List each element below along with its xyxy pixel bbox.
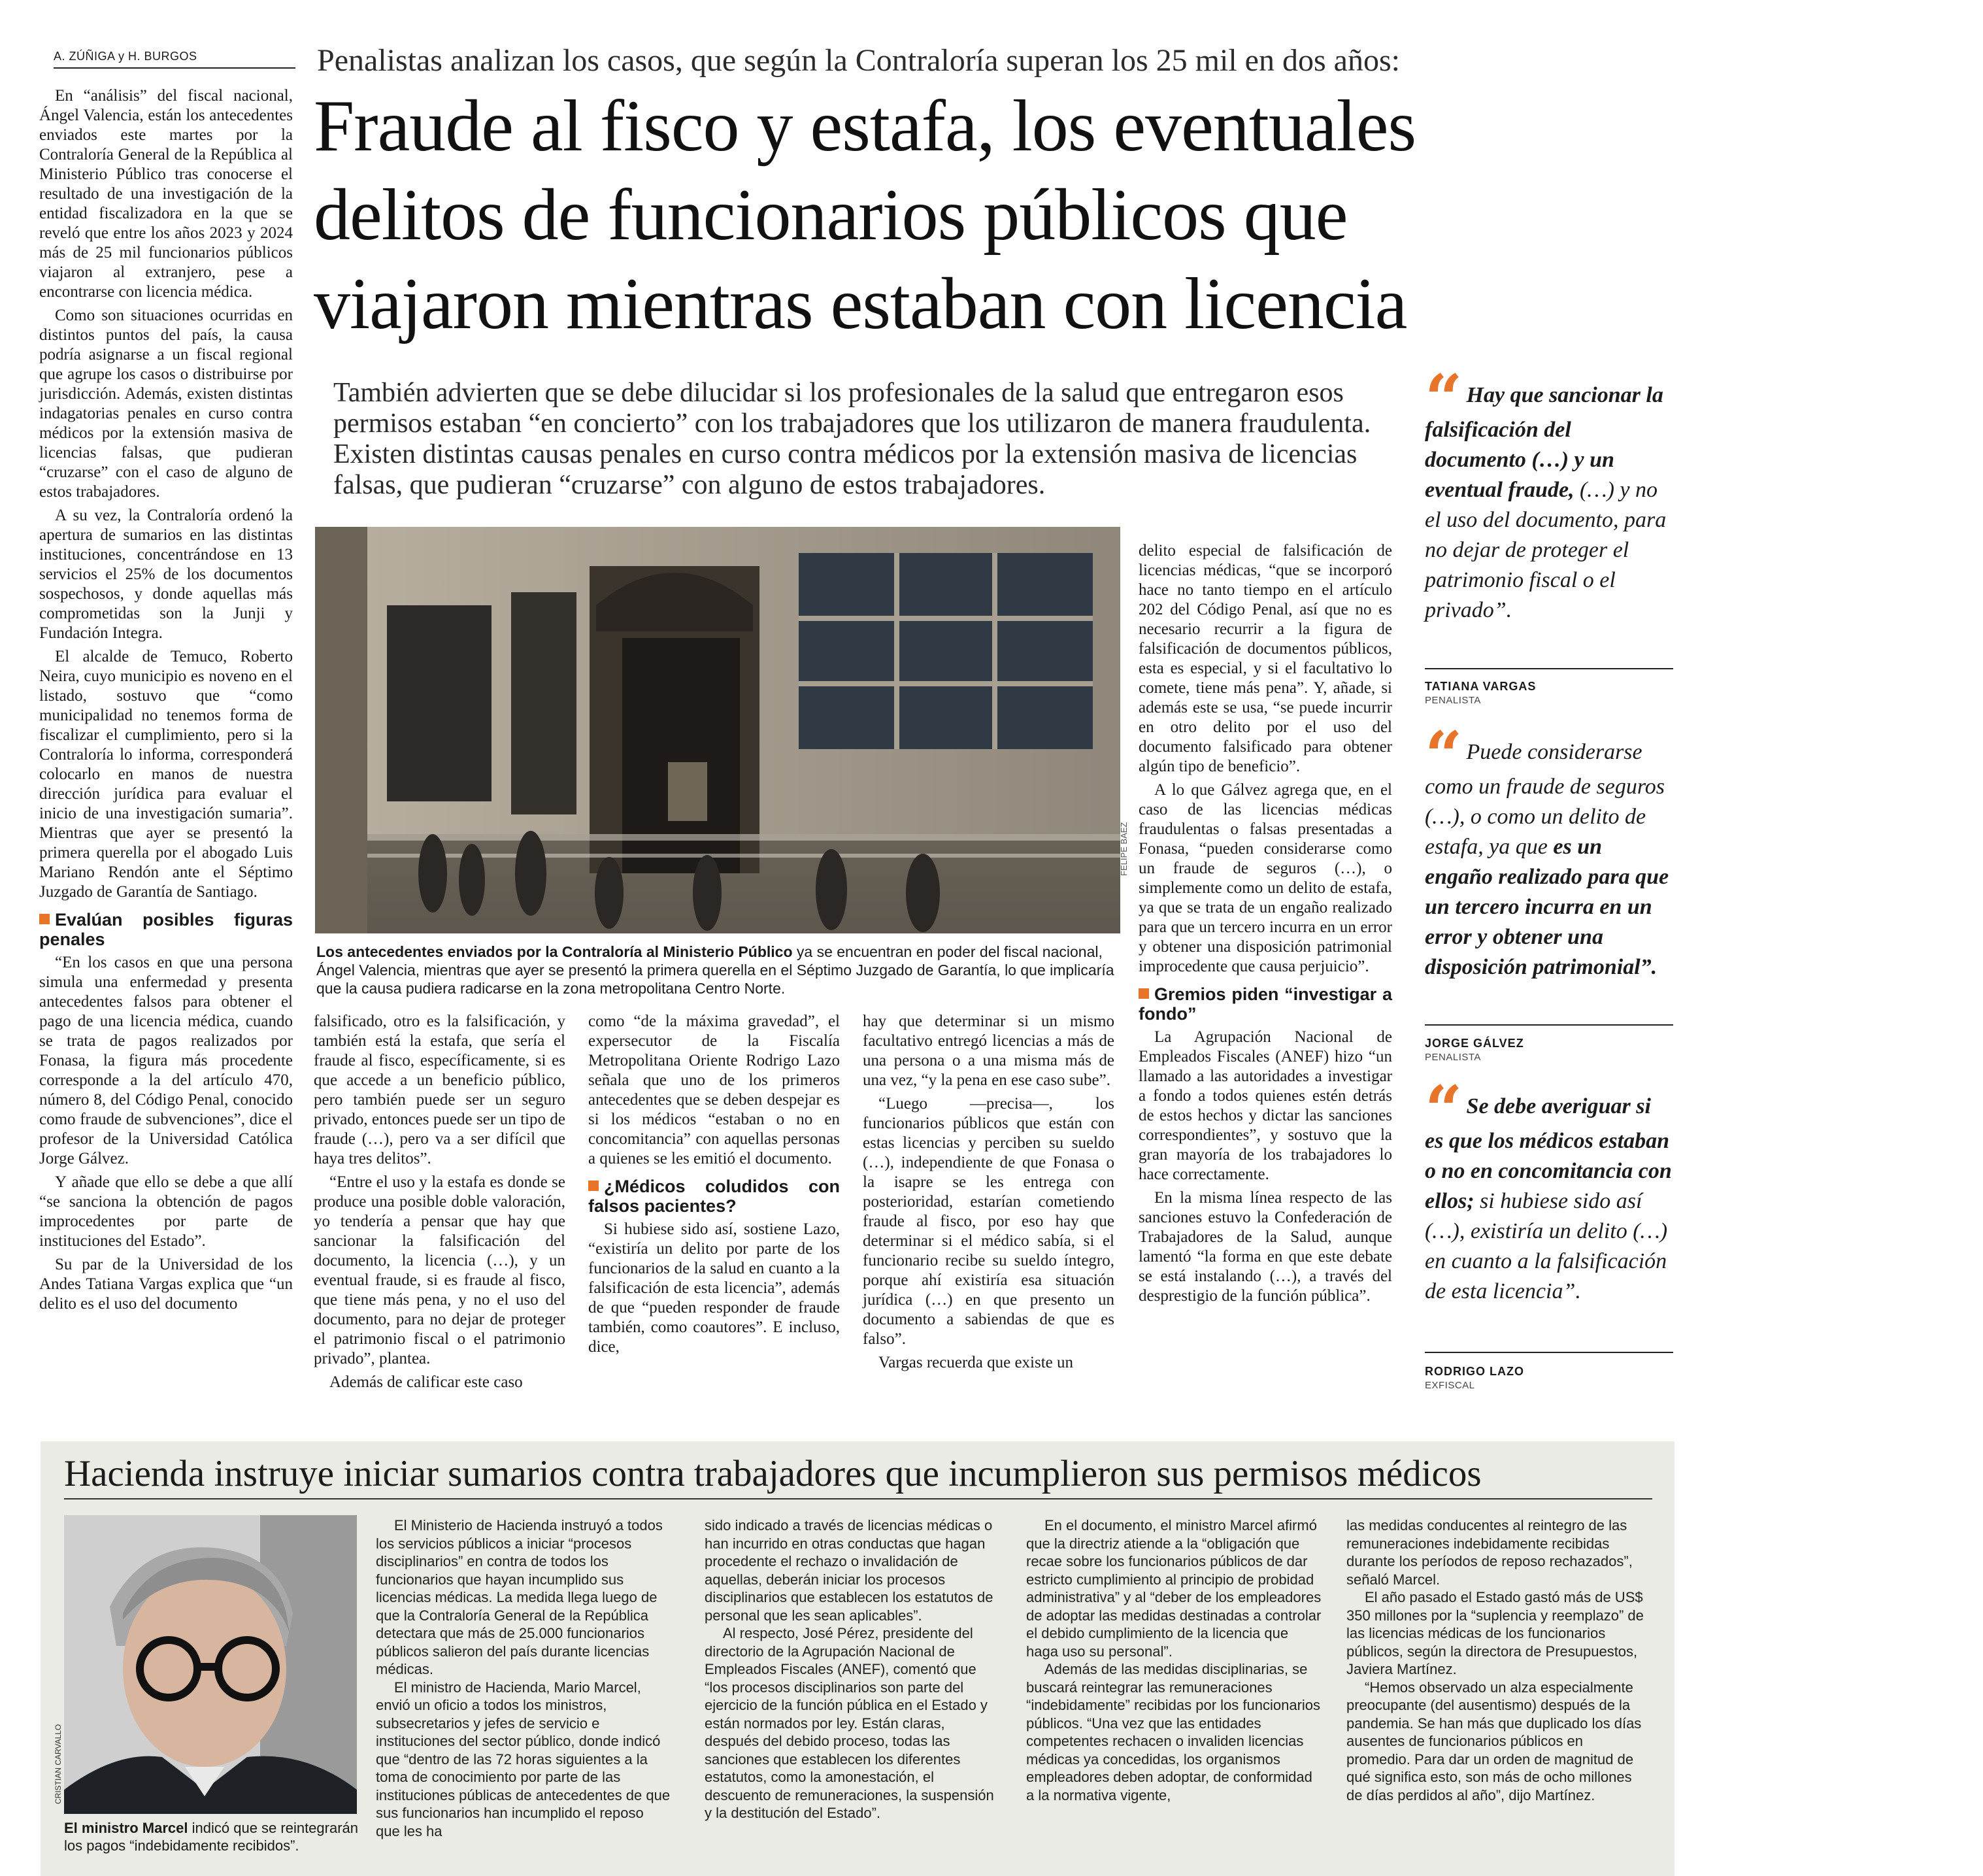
subhead-text: ¿Médicos coludidos con falsos pacientes? [588, 1177, 840, 1216]
paragraph: La Agrupación Nacional de Empleados Fiscales (ANEF) hizo “un llamado a las autoridades a investigar a fondo a todos quienes estén detrás de estos hechos y dictar las sanciones correspondientes”, y sostuvo que la gran mayoría de los trabajadores lo hace correctamente. [1139, 1028, 1392, 1183]
sidebar-title-rule [64, 1498, 1652, 1499]
paragraph: Su par de la Universidad de los Andes Tatiana Vargas explica que “un delito es el uso del documento [39, 1256, 293, 1313]
quote-bold: Se debe averiguar si es que los médicos estaban o no en concomitancia con ellos; [1425, 1094, 1672, 1213]
headline [314, 82, 1686, 348]
quote-mark-icon: “ [1425, 717, 1463, 794]
pull-quote [1425, 717, 1673, 982]
sidebar-title: Hacienda instruye iniciar sumarios contra trabajadores que incumplieron sus permisos médicos [64, 1453, 1482, 1494]
building-photo-image [315, 527, 1120, 933]
quote-mark-icon: “ [1425, 1071, 1463, 1148]
subhead-marker [1139, 988, 1149, 999]
quote-author-role: EXFISCAL [1425, 1380, 1475, 1391]
quote-author-role: PENALISTA [1425, 695, 1481, 706]
article-column-3 [588, 1012, 840, 1361]
quote-author: RODRIGO LAZO [1425, 1365, 1524, 1378]
kicker: Penalistas analizan los casos, que según la Contraloría superan los 25 mil en dos años: [317, 43, 1400, 78]
sidebar-column-2 [705, 1516, 1000, 1822]
deck: También advierten que se debe dilucidar si los profesionales de la salud que entregaron esos permisos estaban “en concierto” con los trabajadores que los utilizaron de manera fraudulenta. Existen distintas causas penales en curso contra médicos por la extensión masiva de licencias falsas, que pudieran “cruzarse” con alguno de estos trabajadores. [333, 378, 1371, 500]
byline: A. ZÚÑIGA y H. BURGOS [54, 50, 295, 69]
paragraph: hay que determinar si un mismo facultativo entregó licencias a más de una persona o a una misma más de una vez, “y la pena en ese caso sube”. [863, 1013, 1114, 1089]
subhead-text: Gremios piden “investigar a fondo” [1139, 984, 1392, 1024]
caption-text: ya se encuentran en poder del fiscal nacional, Ángel Valencia, mientras que ayer se presentó la primera querella en el Séptimo Juzgado de Garantía, lo que implicaría que la causa pudiera radicarse en la zona metropolitana Centro Norte. [316, 943, 1114, 997]
article-column-1 [39, 86, 293, 1318]
paragraph: Y añade que ello se debe a que allí “se sanciona la obtención de pagos improcedentes por parte de instituciones del Estado”. [39, 1173, 293, 1250]
paragraph: Al respecto, José Pérez, presidente del directorio de la Agrupación Nacional de Empleados Fiscales (ANEF), comentó que “los procesos disciplinarios son parte del ejercicio de la función pública en el Estado y están normados por ley. Están claras, después del debido proceso, todas las sanciones que establecen los diferentes estatutos, como la amonestación, el descuento de remuneraciones, la suspensión y la destitución del Estado”. [705, 1625, 994, 1821]
paragraph: “Hemos observado un alza especialmente preocupante (del ausentismo) después de la pandemia. Se han más que duplicado los días ausentes de funcionarios públicos en promedio. Para dar un orden de magnitud de qué significa esto, son más de ocho millones de días perdidos al año”, dijo Martínez. [1346, 1679, 1642, 1803]
paragraph: En “análisis” del fiscal nacional, Ángel Valencia, están los antecedentes enviados este martes por la Contraloría General de la República al Ministerio Público tras conocerse el resultado de una investigación de la entidad fiscalizadora en la que se reveló que entre los años 2023 y 2024 más de 25 mil funcionarios públicos viajaron al extranjero, pese a encontrarse con licencia médica. [39, 87, 293, 301]
paragraph: A lo que Gálvez agrega que, en el caso de las licencias médicas fraudulentas o falsas presentadas a Fonasa, “pueden considerarse como un fraude de seguros (…), o simplemente como un delito de estafa, ya que se trata de un engaño realizado para que un tercero incurra en un error y obtener una disposición patrimonial improcedente que causa perjuicio”. [1139, 781, 1392, 975]
sidebar-column-3 [1026, 1516, 1322, 1804]
portrait-caption [64, 1819, 358, 1854]
paragraph: sido indicado a través de licencias médicas o han incurrido en otras conductas que hagan procedente el rechazo o invalidación de aquellas, deberán iniciar los procesos disciplinarios que establecen los estatutos de personal que les sean aplicables”. [705, 1517, 993, 1624]
headline-line: viajaron mientras estaban con licencia [314, 263, 1407, 344]
subhead [588, 1177, 840, 1216]
paragraph: delito especial de falsificación de licencias médicas, “que se incorporó hace no tanto tiempo en el artículo 202 del Código Penal, así que no es necesario recurrir a la figura de falsificación de documentos públicos, esta es especial, y si el facultativo lo comete, tiene más pena”. Y, añade, si además este se usa, “se puede incurrir en otro delito por el uso del documento falsificado para obtener algún tipo de beneficio”. [1139, 542, 1392, 775]
paragraph: las medidas conducentes al reintegro de las remuneraciones indebidamente recibidas durante los períodos de reposo rechazados”, señaló Marcel. [1346, 1517, 1633, 1588]
quote-text: Puede considerarse como un fraude de seguros (…), o como un delito de estafa, ya que [1425, 740, 1665, 859]
headline-line: Fraude al fisco y estafa, los eventuales [314, 86, 1416, 167]
paragraph: Además de las medidas disciplinarias, se buscará reintegrar las remuneraciones “indebidamente” recibidas por los funcionarios públicos. “Una vez que las entidades competentes rechacen o invaliden licencias médicas ya concedidas, los organismos empleadores deben adoptar, de conformidad a la normativa vigente, [1026, 1661, 1321, 1803]
paragraph: A su vez, la Contraloría ordenó la apertura de sumarios en las distintas instituciones, concentrándose en 13 servicios el 25% de los documentos sospechosos, y donde aquellas más comprometidas son la Junji y Fundación Integra. [39, 507, 293, 642]
subhead [1139, 984, 1392, 1024]
paragraph: El alcalde de Temuco, Roberto Neira, cuyo municipio es noveno en el listado, sostuvo que “como municipalidad no tenemos forma de fiscalizar el cumplimiento, pero si la Contraloría lo informa, corresponderá colocarlo en manos de nuestra dirección jurídica para evaluar el inicio de una investigación sumaria”. Mientras que ayer se presentó la primera querella por el abogado Luis Mariano Rendón ante el Séptimo Juzgado de Garantía de Santiago. [39, 648, 293, 901]
photo-credit: FELIPE BAEZ [1119, 822, 1129, 876]
headline-line: delitos de funcionarios públicos que [314, 175, 1348, 256]
quote-bold: Hay que sancionar la falsificación del documento (…) y un eventual fraude, [1425, 383, 1663, 502]
subhead [39, 910, 293, 949]
quote-author-role: PENALISTA [1425, 1052, 1481, 1063]
quote-bold: es un engaño realizado para que un tercero incurra en un error y obtener una disposición patrimonial”. [1425, 835, 1669, 979]
quote-divider [1425, 1352, 1673, 1353]
paragraph: El ministro de Hacienda, Mario Marcel, envió un oficio a todos los ministros, subsecretarios y jefes de servicio e instituciones del sector público, donde indicó que “dentro de las 72 horas siguientes a la toma de conocimiento por parte de las instituciones públicas de antecedentes de que sus funcionarios han incumplido el reposo que les ha [376, 1679, 671, 1839]
paragraph: Vargas recuerda que existe un [878, 1354, 1074, 1371]
paragraph: Como son situaciones ocurridas en distintos puntos del país, la causa podría asignarse a un fiscal regional que agrupe los casos o distribuirse por jurisdicción. Además, existen distintas indagatorias penales en curso contra médicos por la extensión masiva de licencias falsas, que pudieran “cruzarse” con el caso de alguno de estos trabajadores. [39, 307, 293, 501]
paragraph: Además de calificar este caso [329, 1373, 523, 1391]
paragraph: falsificado, otro es la falsificación, y también está la estafa, que sería el fraude al fisco, específicamente, si es que accede a un beneficio público, pero también puede ser un seguro privado, entonces puede ser un tipo de fraude (…), pero va a ser difícil que haya tres delitos”. [314, 1013, 565, 1167]
article-column-2 [314, 1012, 565, 1396]
paragraph: El año pasado el Estado gastó más de US$ 350 millones por la “suplencia y reemplazo” de las licencias médicas de los funcionarios públicos, según la directora de Presupuestos, Javiera Martínez. [1346, 1589, 1644, 1677]
building-photo [315, 527, 1120, 933]
paragraph: El Ministerio de Hacienda instruyó a todos los servicios públicos a iniciar “procesos disciplinarios” en contra de todos los funcionarios que hayan incumplido sus licencias médicas. La medida llega luego de que la Contraloría General de la República detectara que más de 25.000 funcionarios públicos salieron del país durante licencias médicas. [376, 1517, 663, 1677]
paragraph: En el documento, el ministro Marcel afirmó que la directriz atiende a la “obligación que recae sobre los funcionarios públicos de dar estricto cumplimiento al principio de probidad administrativa” y al “deber de los empleadores de adoptar las medidas destinadas a controlar el debido cumplimiento de la licencia que haga uso su personal”. [1026, 1517, 1322, 1660]
sidebar-column-4 [1346, 1516, 1650, 1804]
paragraph: como “de la máxima gravedad”, el expersecutor de la Fiscalía Metropolitana Oriente Rodrigo Lazo señala que uno de los primeros antecedentes que se deben despejar es si los médicos “estaban o no en concomitancia” con aquellas personas a quienes se les emitió el documento. [588, 1013, 840, 1167]
article-column-4 [863, 1012, 1114, 1377]
paragraph: “Entre el uso y la estafa es donde se produce una posible doble valoración, yo tendería a pensar que hay que sancionar la falsificación del documento, la licencia (…), y un eventual fraude, si es fraude al fisco, que tiene más pena, y no el uso del documento, para no dejar de proteger el patrimonio fiscal o el patrimonio privado”, plantea. [314, 1173, 565, 1367]
quote-divider [1425, 668, 1673, 669]
sidebar-column-1 [376, 1516, 671, 1840]
article-column-5 [1139, 541, 1392, 1310]
caption-bold: El ministro Marcel [64, 1820, 188, 1836]
subhead-marker [39, 914, 50, 924]
paragraph: Si hubiese sido así, sostiene Lazo, “existiría un delito por parte de los funcionarios de la salud en cuanto a la falsificación de esta licencia”, además de que “pueden responder de fraude también, como coautores”. E incluso, dice, [588, 1220, 840, 1356]
photo-caption [316, 943, 1120, 997]
quote-text: (…) y no el uso del documento, para no dejar de proteger el patrimonio fiscal o el privado”. [1425, 478, 1667, 622]
caption-bold: Los antecedentes enviados por la Contraloría al Ministerio Público [316, 943, 793, 960]
subhead-text: Evalúan posibles figuras penales [39, 910, 293, 949]
paragraph: “Luego —precisa—, los funcionarios públicos que están con estas licencias y perciben su sueldo (…), independiente de que Fonasa o la isapre se les entrega con posterioridad, estarían cometiendo fraude al fisco, por eso hay que determinar si el médico sabía, si el funcionario recibe su sueldo íntegro, porque ahí existiría esa situación jurídica (…) en que presento un documento a sabiendas de que es falso”. [863, 1095, 1114, 1348]
quote-divider [1425, 1024, 1673, 1026]
minister-portrait [64, 1515, 357, 1814]
quote-author: JORGE GÁLVEZ [1425, 1037, 1524, 1050]
paragraph: “En los casos en que una persona simula una enfermedad y presenta antecedentes falsos para obtener el pago de una licencia médica, cuando se trata de pagos realizados por Fonasa, la figura más procedente corresponde a la del artículo 470, número 8, del Código Penal, conocido como fraude de subvenciones”, dice el profesor de la Universidad Católica Jorge Gálvez. [39, 954, 293, 1167]
quote-mark-icon: “ [1425, 360, 1463, 437]
pull-quote [1425, 1071, 1673, 1307]
subhead-marker [588, 1181, 599, 1191]
caption-text: indicó que se reintegrarán los pagos “indebidamente recibidos”. [64, 1820, 359, 1854]
pull-quote [1425, 360, 1673, 626]
minister-portrait-image [64, 1515, 357, 1814]
paragraph: En la misma línea respecto de las sanciones estuvo la Confederación de Trabajadores de la Salud, aunque lamentó “la forma en que este debate se está instalando (…), a través del desprestigio de la función pública”. [1139, 1189, 1392, 1305]
quote-text: si hubiese sido así (…), existiría un delito (…) en cuanto a la falsificación de esta licencia”. [1425, 1189, 1668, 1303]
quote-author: TATIANA VARGAS [1425, 680, 1537, 693]
portrait-credit: CRISTIAN CARVALLO [54, 1724, 63, 1804]
